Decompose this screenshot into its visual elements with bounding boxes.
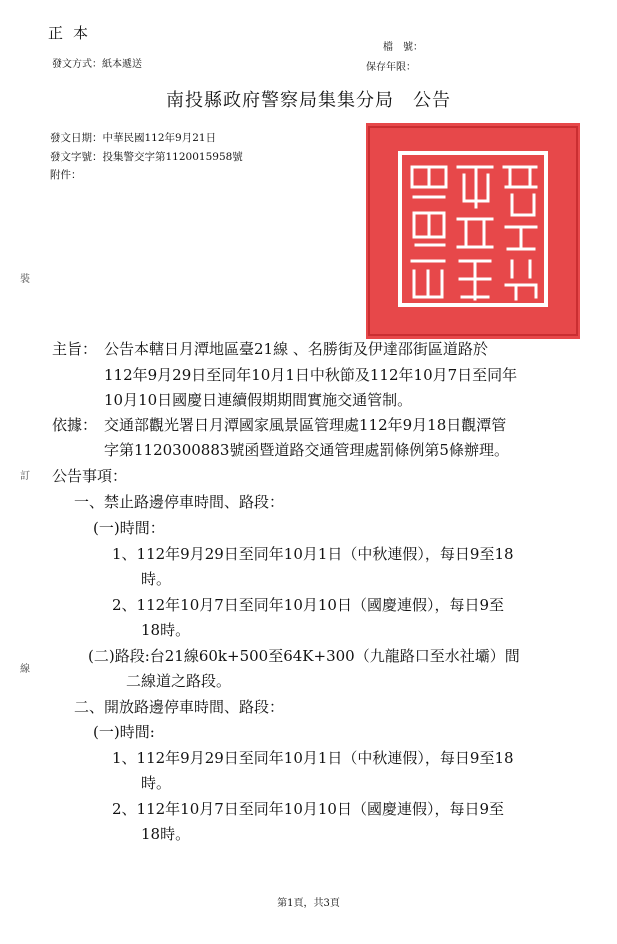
time-item: 2、112年10月7日至同年10月10日（國慶連假），每日9至 xyxy=(112,800,505,818)
basis-line: 交通部觀光署日月潭國家風景區管理處112年9月18日觀潭管 xyxy=(104,416,507,434)
basis-line: 字第1120300883號函暨道路交通管理處罰條例第5條辦理。 xyxy=(104,441,509,459)
time-label: (一)時間: xyxy=(93,723,155,741)
file-number-label: 檔 號： xyxy=(383,42,423,53)
page-number: 第1頁，共3頁 xyxy=(277,898,340,909)
subject-line: 10月10日國慶日連續假期期間實施交通管制。 xyxy=(104,391,413,409)
basis-label: 依據： xyxy=(52,416,98,434)
binding-mark: 訂 xyxy=(20,471,30,482)
official-seal xyxy=(366,123,580,339)
retention-label: 保存年限： xyxy=(366,62,416,73)
document-number: 發文字號：投集警交字第1120015958號 xyxy=(50,151,243,163)
subject-label: 主旨： xyxy=(52,340,98,358)
road-section: (二)路段:台21線60k+500至64K+300（九龍路口至水社壩）間 xyxy=(88,647,520,665)
section-title: 二、開放路邊停車時間、路段： xyxy=(74,698,285,716)
time-item: 2、112年10月7日至同年10月10日（國慶連假），每日9至 xyxy=(112,596,505,614)
binding-mark: 裝 xyxy=(20,274,30,285)
attachment-label: 附件： xyxy=(50,169,82,181)
subject-line: 112年9月29日至同年10月1日中秋節及112年10月7日至同年 xyxy=(104,366,518,384)
announcement-items-label: 公告事項： xyxy=(52,467,128,485)
time-item: 1、112年9月29日至同年10月1日（中秋連假），每日9至18 xyxy=(112,545,514,563)
issue-date: 發文日期：中華民國112年9月21日 xyxy=(50,132,217,144)
time-item: 1、112年9月29日至同年10月1日（中秋連假），每日9至18 xyxy=(112,749,514,767)
section-title: 一、禁止路邊停車時間、路段： xyxy=(74,493,285,511)
time-item: 時。 xyxy=(141,774,172,792)
copy-type-label: 正本 xyxy=(48,24,99,42)
road-section: 二線道之路段。 xyxy=(126,672,232,690)
time-item: 時。 xyxy=(141,570,172,588)
document-title: 南投縣政府警察局集集分局 公告 xyxy=(166,90,451,111)
time-label: (一)時間： xyxy=(93,519,165,537)
subject-line: 公告本轄日月潭地區臺21線 、名勝街及伊達邵街區道路於 xyxy=(104,340,488,358)
time-item: 18時。 xyxy=(141,825,191,843)
send-method: 發文方式：紙本遞送 xyxy=(52,59,142,70)
time-item: 18時。 xyxy=(141,621,191,639)
binding-mark: 線 xyxy=(20,664,30,675)
